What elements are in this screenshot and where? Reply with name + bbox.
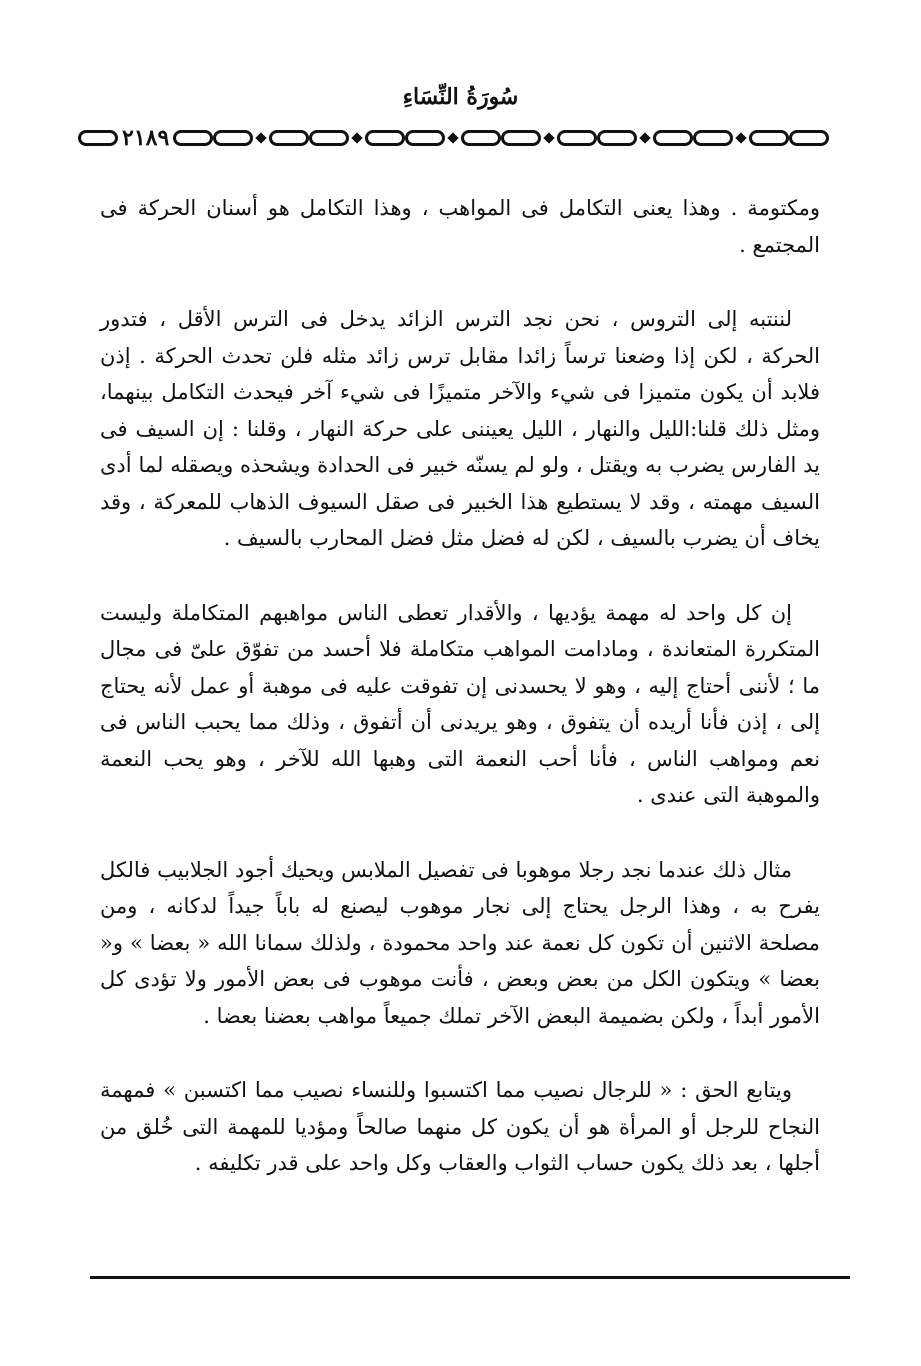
chain-diamond-icon: [256, 132, 267, 143]
chain-link-icon: [653, 130, 693, 146]
chain-diamond-icon: [352, 132, 363, 143]
chain-diamond-icon: [448, 132, 459, 143]
paragraph-verse: ويتابع الحق : « للرجال نصيب مما اكتسبوا وللنساء نصيب مما اكتسبن » فمهمة النجاح للرجل أو المرأة هو أن يكون كل منهما صالحاً ومؤديا للمهمة التى خُلق من أجلها ، بعد ذلك يكون حساب الثواب والعقاب وكل واحد على قدر تكليفه .: [100, 1078, 820, 1175]
page-body: [100, 190, 820, 1182]
paragraph-continued: ومكتومة . وهذا يعنى التكامل فى المواهب ، وهذا التكامل هو أسنان الحركة فى المجتمع .: [100, 196, 820, 257]
surah-title: سُورَةُ النِّسَاءِ: [402, 84, 519, 110]
chain-link-icon: [78, 130, 118, 146]
chain-diamond-icon: [544, 132, 555, 143]
chain-link-icon: [789, 130, 829, 146]
chain-link-icon: [501, 130, 541, 146]
chain-link-icon: [405, 130, 445, 146]
footer-rule: [90, 1276, 850, 1279]
chain-diamond-icon: [640, 132, 651, 143]
page-number: ٢١٨٩: [122, 125, 170, 151]
decorative-chain-border: [78, 124, 834, 152]
paragraph-talents: إن كل واحد له مهمة يؤديها ، والأقدار تعطى الناس مواهبهم المتكاملة وليست المتكررة المتعاندة ، ومادامت المواهب متكاملة فلا أحسد من تفوّق علىّ فى مجال ما ؛ لأننى أحتاج إليه ، وهو لا يحسدنى إن تفوقت عليه فى موهبة أو عمل لأنه يحتاج إلى ، إذن فأنا أريده أن يتفوق ، وهو يريدنى أن أتفوق ، وذلك مما يحبب الناس فى نعم ومواهب الناس ، فأنا أحب النعمة التى وهبها الله للآخر ، وهو يحب النعمة والموهبة التى عندى .: [100, 600, 820, 807]
chain-link-icon: [213, 130, 253, 146]
chain-link-icon: [309, 130, 349, 146]
chain-link-icon: [557, 130, 597, 146]
chain-link-icon: [269, 130, 309, 146]
chain-link-icon: [693, 130, 733, 146]
paragraph-example: مثال ذلك عندما نجد رجلا موهوبا فى تفصيل الملابس ويحيك أجود الجلابيب فالكل يفرح به ، وهذا الرجل يحتاج إلى نجار موهوب ليصنع له باباً جيداً لدكانه ، ومن مصلحة الاثنين أن تكون كل نعمة عند واحد محمودة ، ولذلك سمانا الله « بعضا » و« بعضا » ويتكون الكل من بعض وبعض ، فأنت موهوب فى بعض الأمور ولا تؤدى كل الأمور أبداً ، ولكن بضميمة البعض الآخر تملك جميعاً مواهب بعضنا بعضا .: [100, 857, 820, 1028]
chain-link-icon: [173, 130, 213, 146]
chain-link-icon: [597, 130, 637, 146]
paragraph-gears: لننتبه إلى التروس ، نحن نجد الترس الزائد يدخل فى الترس الأقل ، فتدور الحركة ، لكن إذا وضعنا ترساً زائدا مقابل ترس زائد مثله فلن تحدث الحركة . إذن فلابد أن يكون متميزا فى شيء والآخر متميزًا فى شيء آخر فيحدث التكامل بينهما، ومثل ذلك قلنا:الليل والنهار ، الليل يعيننى على حركة النهار ، وقلنا : إن السيف فى يد الفارس يضرب به ويقتل ، ولو لم يسنّه خبير فى الحدادة ويشحذه ويصقله لما أدى السيف مهمته ، وقد لا يستطيع هذا الخبير فى صقل السيوف الذهاب للمعركة ، وقد يخاف أن يضرب بالسيف ، لكن له فضل مثل فضل المحارب بالسيف .: [100, 307, 820, 550]
chain-link-icon: [461, 130, 501, 146]
chain-link-icon: [365, 130, 405, 146]
chain-diamond-icon: [736, 132, 747, 143]
chain-link-icon: [749, 130, 789, 146]
